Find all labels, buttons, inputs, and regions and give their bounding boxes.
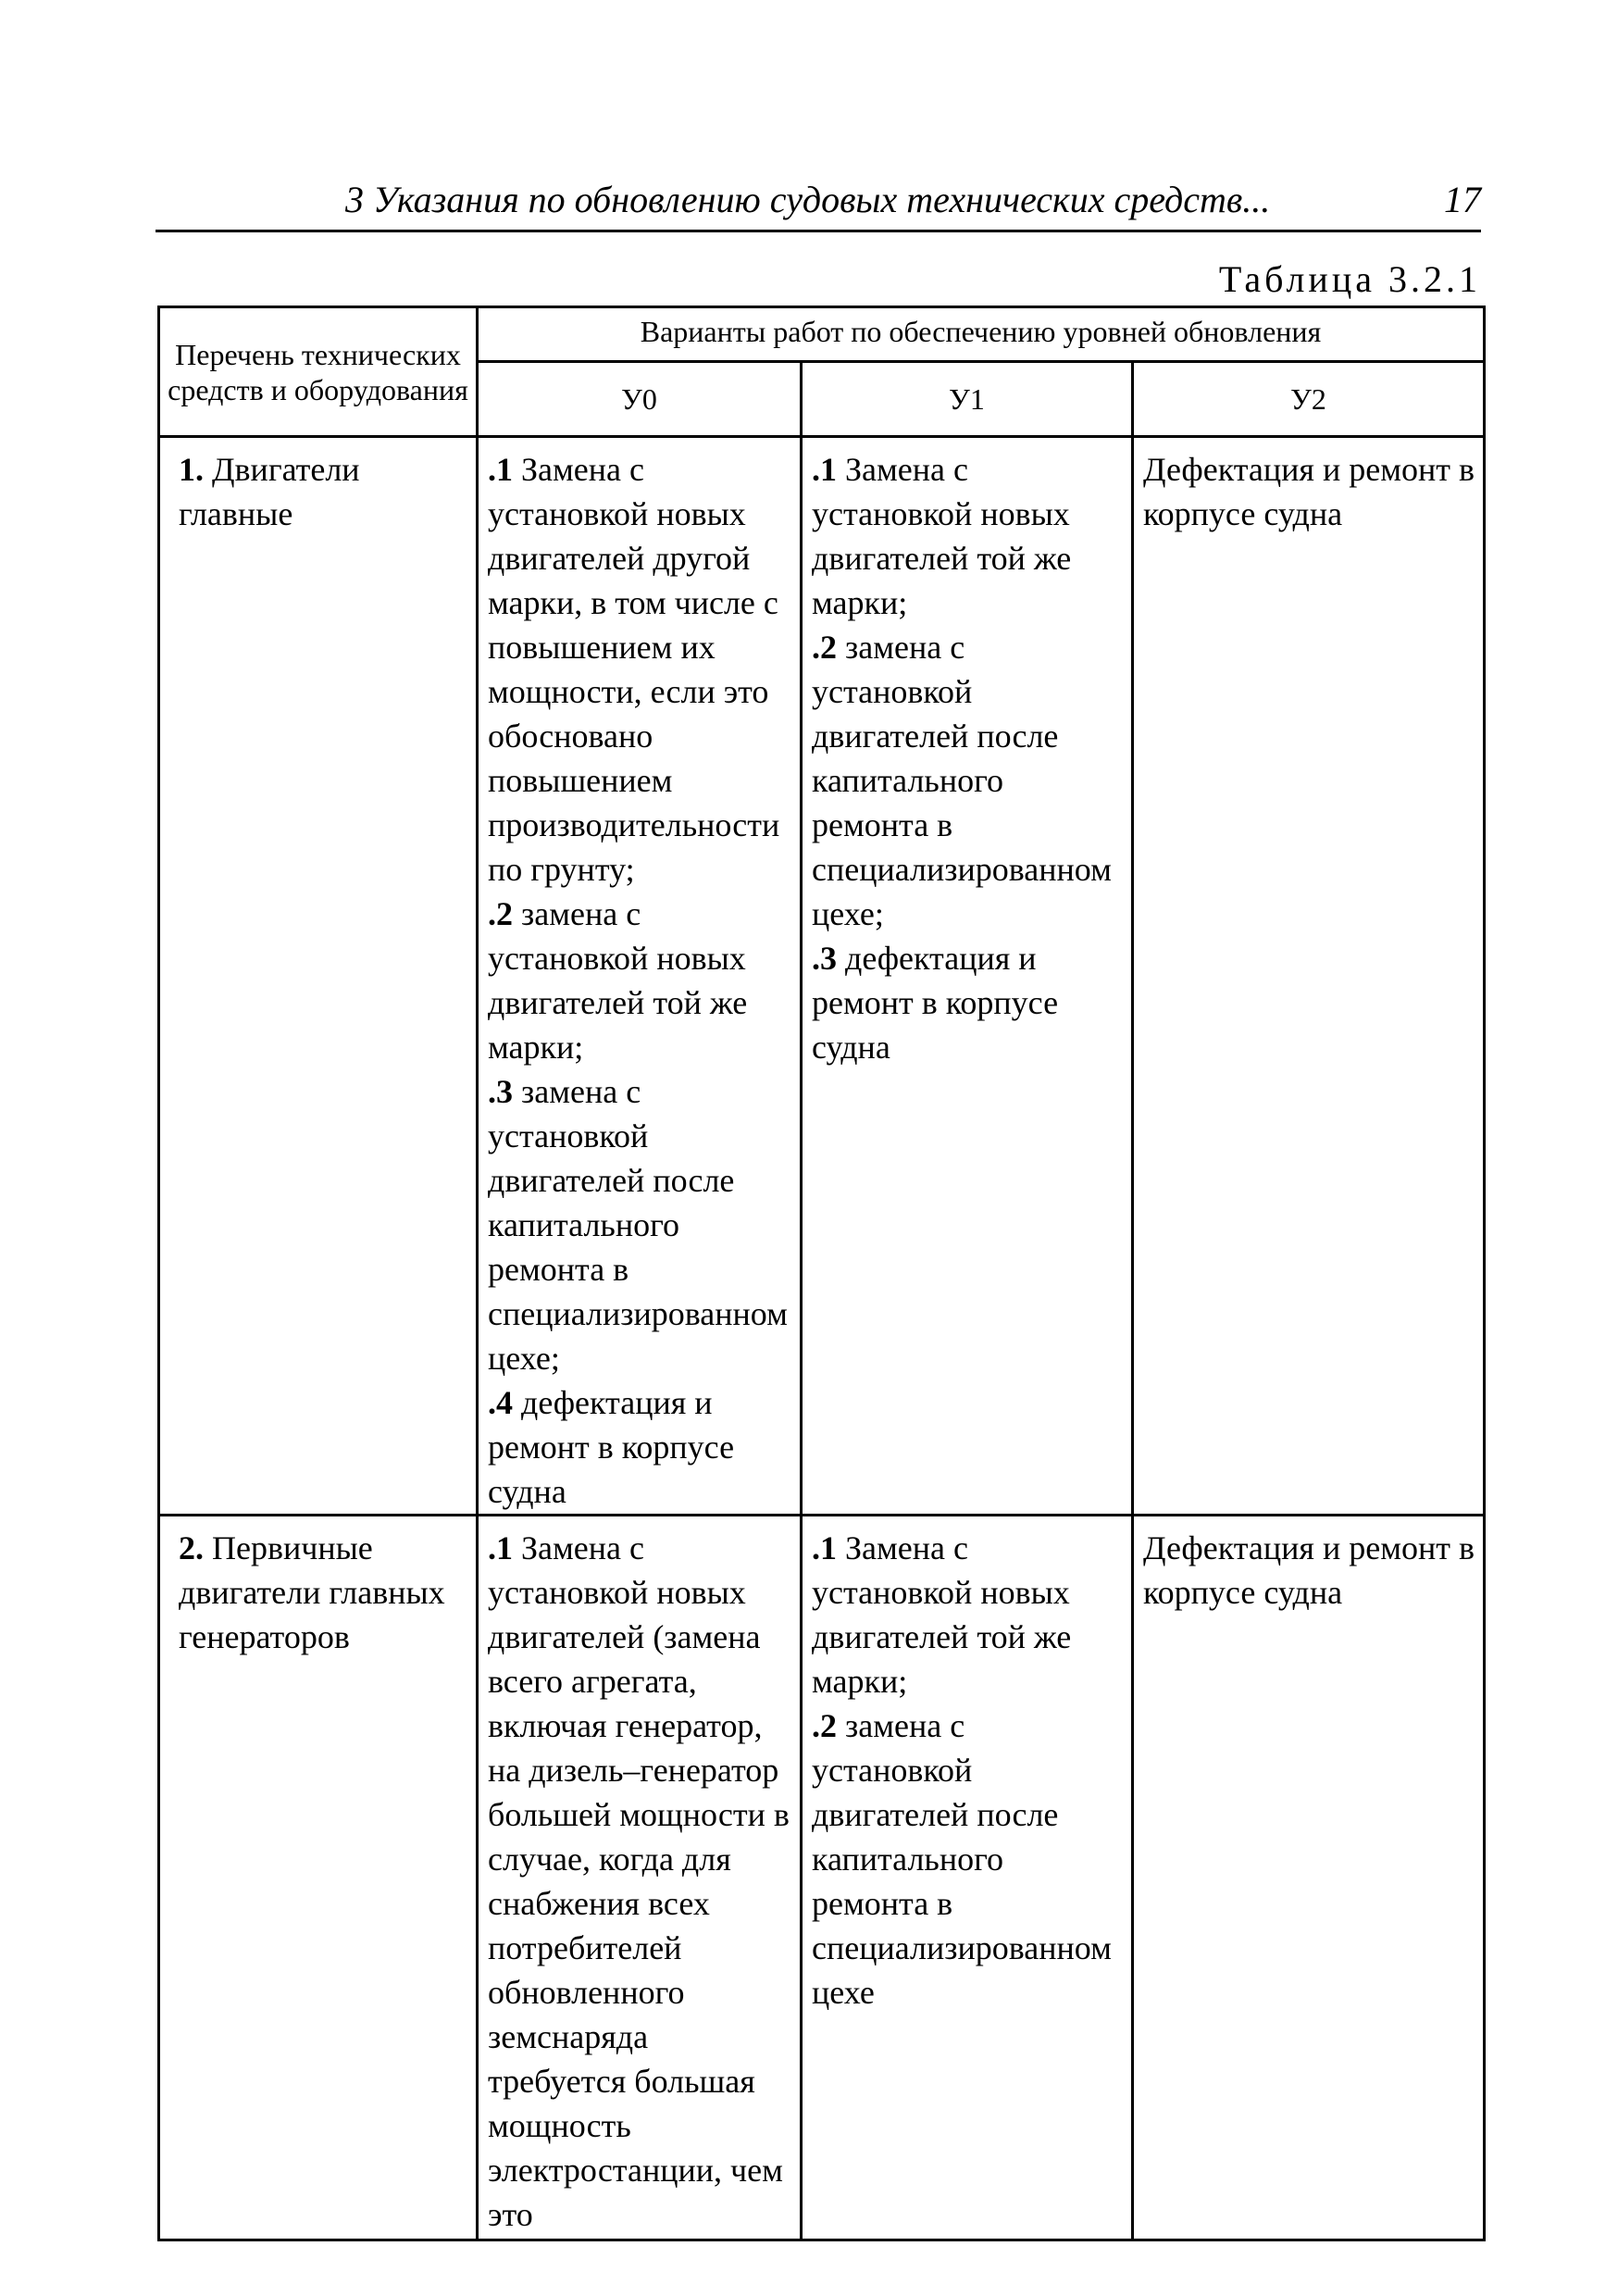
list-item [488, 892, 792, 1069]
entry-text: дефектация и ремонт в корпусе судна [488, 1384, 735, 1510]
u2-text: Дефектация и ремонт в корпусе судна [1143, 1529, 1475, 1611]
entry-text: замена с установкой новых двигателей той же марки; [488, 895, 748, 1066]
entry-number: .2 [812, 629, 837, 666]
table-caption: Таблица 3.2.1 [1218, 258, 1481, 300]
entry-text: дефектация и ремонт в корпусе судна [812, 940, 1059, 1066]
entry-text: Замена с установкой новых двигателей той же марки; [812, 1529, 1072, 1700]
page-header [156, 172, 1481, 232]
table-row [159, 1516, 1485, 2240]
u0-cell [478, 1516, 802, 2240]
entry-text: Замена с установкой новых двигателей (замена всего агрегата, включая генератор, на дизель–генератор большей мощности в случае, когда для снабжения всех потребителей обновленного земснаряда требуется большая мощность электростанции, чем это [488, 1529, 790, 2233]
running-title: 3 Указания по обновлению судовых технических средств... [345, 179, 1271, 220]
item-name: Двигатели главные [179, 451, 360, 532]
equipment-table [157, 306, 1486, 2241]
list-item [488, 1069, 792, 1380]
list-item [812, 936, 1124, 1069]
column-header-list: Перечень технических средств и оборудования [159, 307, 478, 437]
entry-number: .4 [488, 1384, 513, 1421]
entry-text: Замена с установкой новых двигателей той же марки; [812, 451, 1072, 621]
entry-number: .2 [812, 1707, 837, 1744]
list-item [812, 1703, 1124, 2015]
entry-text: замена с установкой двигателей после капитального ремонта в специализированном цехе; [488, 1073, 788, 1377]
table-container [157, 306, 1483, 2241]
entry-number: .1 [812, 451, 837, 488]
list-item [488, 1526, 792, 2237]
entry-number: .2 [488, 895, 513, 932]
column-header-u1: У1 [802, 362, 1133, 437]
entry-number: .1 [812, 1529, 837, 1566]
entry-number: .1 [488, 451, 513, 488]
list-item [488, 447, 792, 892]
list-item [812, 625, 1124, 936]
entry-number: .1 [488, 1529, 513, 1566]
item-name: Первичные двигатели главных генераторов [179, 1529, 445, 1655]
u2-text: Дефектация и ремонт в корпусе судна [1143, 451, 1475, 532]
list-item [812, 1526, 1124, 1703]
column-header-variants: Варианты работ по обеспечению уровней обновления [478, 307, 1485, 362]
entry-number: .3 [812, 940, 837, 977]
item-number: 2. [179, 1529, 204, 1566]
column-header-u2: У2 [1133, 362, 1485, 437]
u1-cell [802, 1516, 1133, 2240]
entry-text: замена с установкой двигателей после капитального ремонта в специализированном цехе; [812, 629, 1112, 932]
entry-text: замена с установкой двигателей после капитального ремонта в специализированном цехе [812, 1707, 1112, 2011]
item-cell [159, 437, 478, 1516]
u0-cell [478, 437, 802, 1516]
u2-cell [1133, 1516, 1485, 2240]
entry-number: .3 [488, 1073, 513, 1110]
list-item [812, 447, 1124, 625]
item-cell [159, 1516, 478, 2240]
item-number: 1. [179, 451, 204, 488]
u2-cell [1133, 437, 1485, 1516]
table-row [159, 437, 1485, 1516]
u1-cell [802, 437, 1133, 1516]
entry-text: Замена с установкой новых двигателей другой марки, в том числе с повышением их мощности, если это обосновано повышением производительности по грунту; [488, 451, 780, 888]
column-header-u0: У0 [478, 362, 802, 437]
page-number: 17 [1444, 179, 1481, 220]
list-item [488, 1380, 792, 1514]
